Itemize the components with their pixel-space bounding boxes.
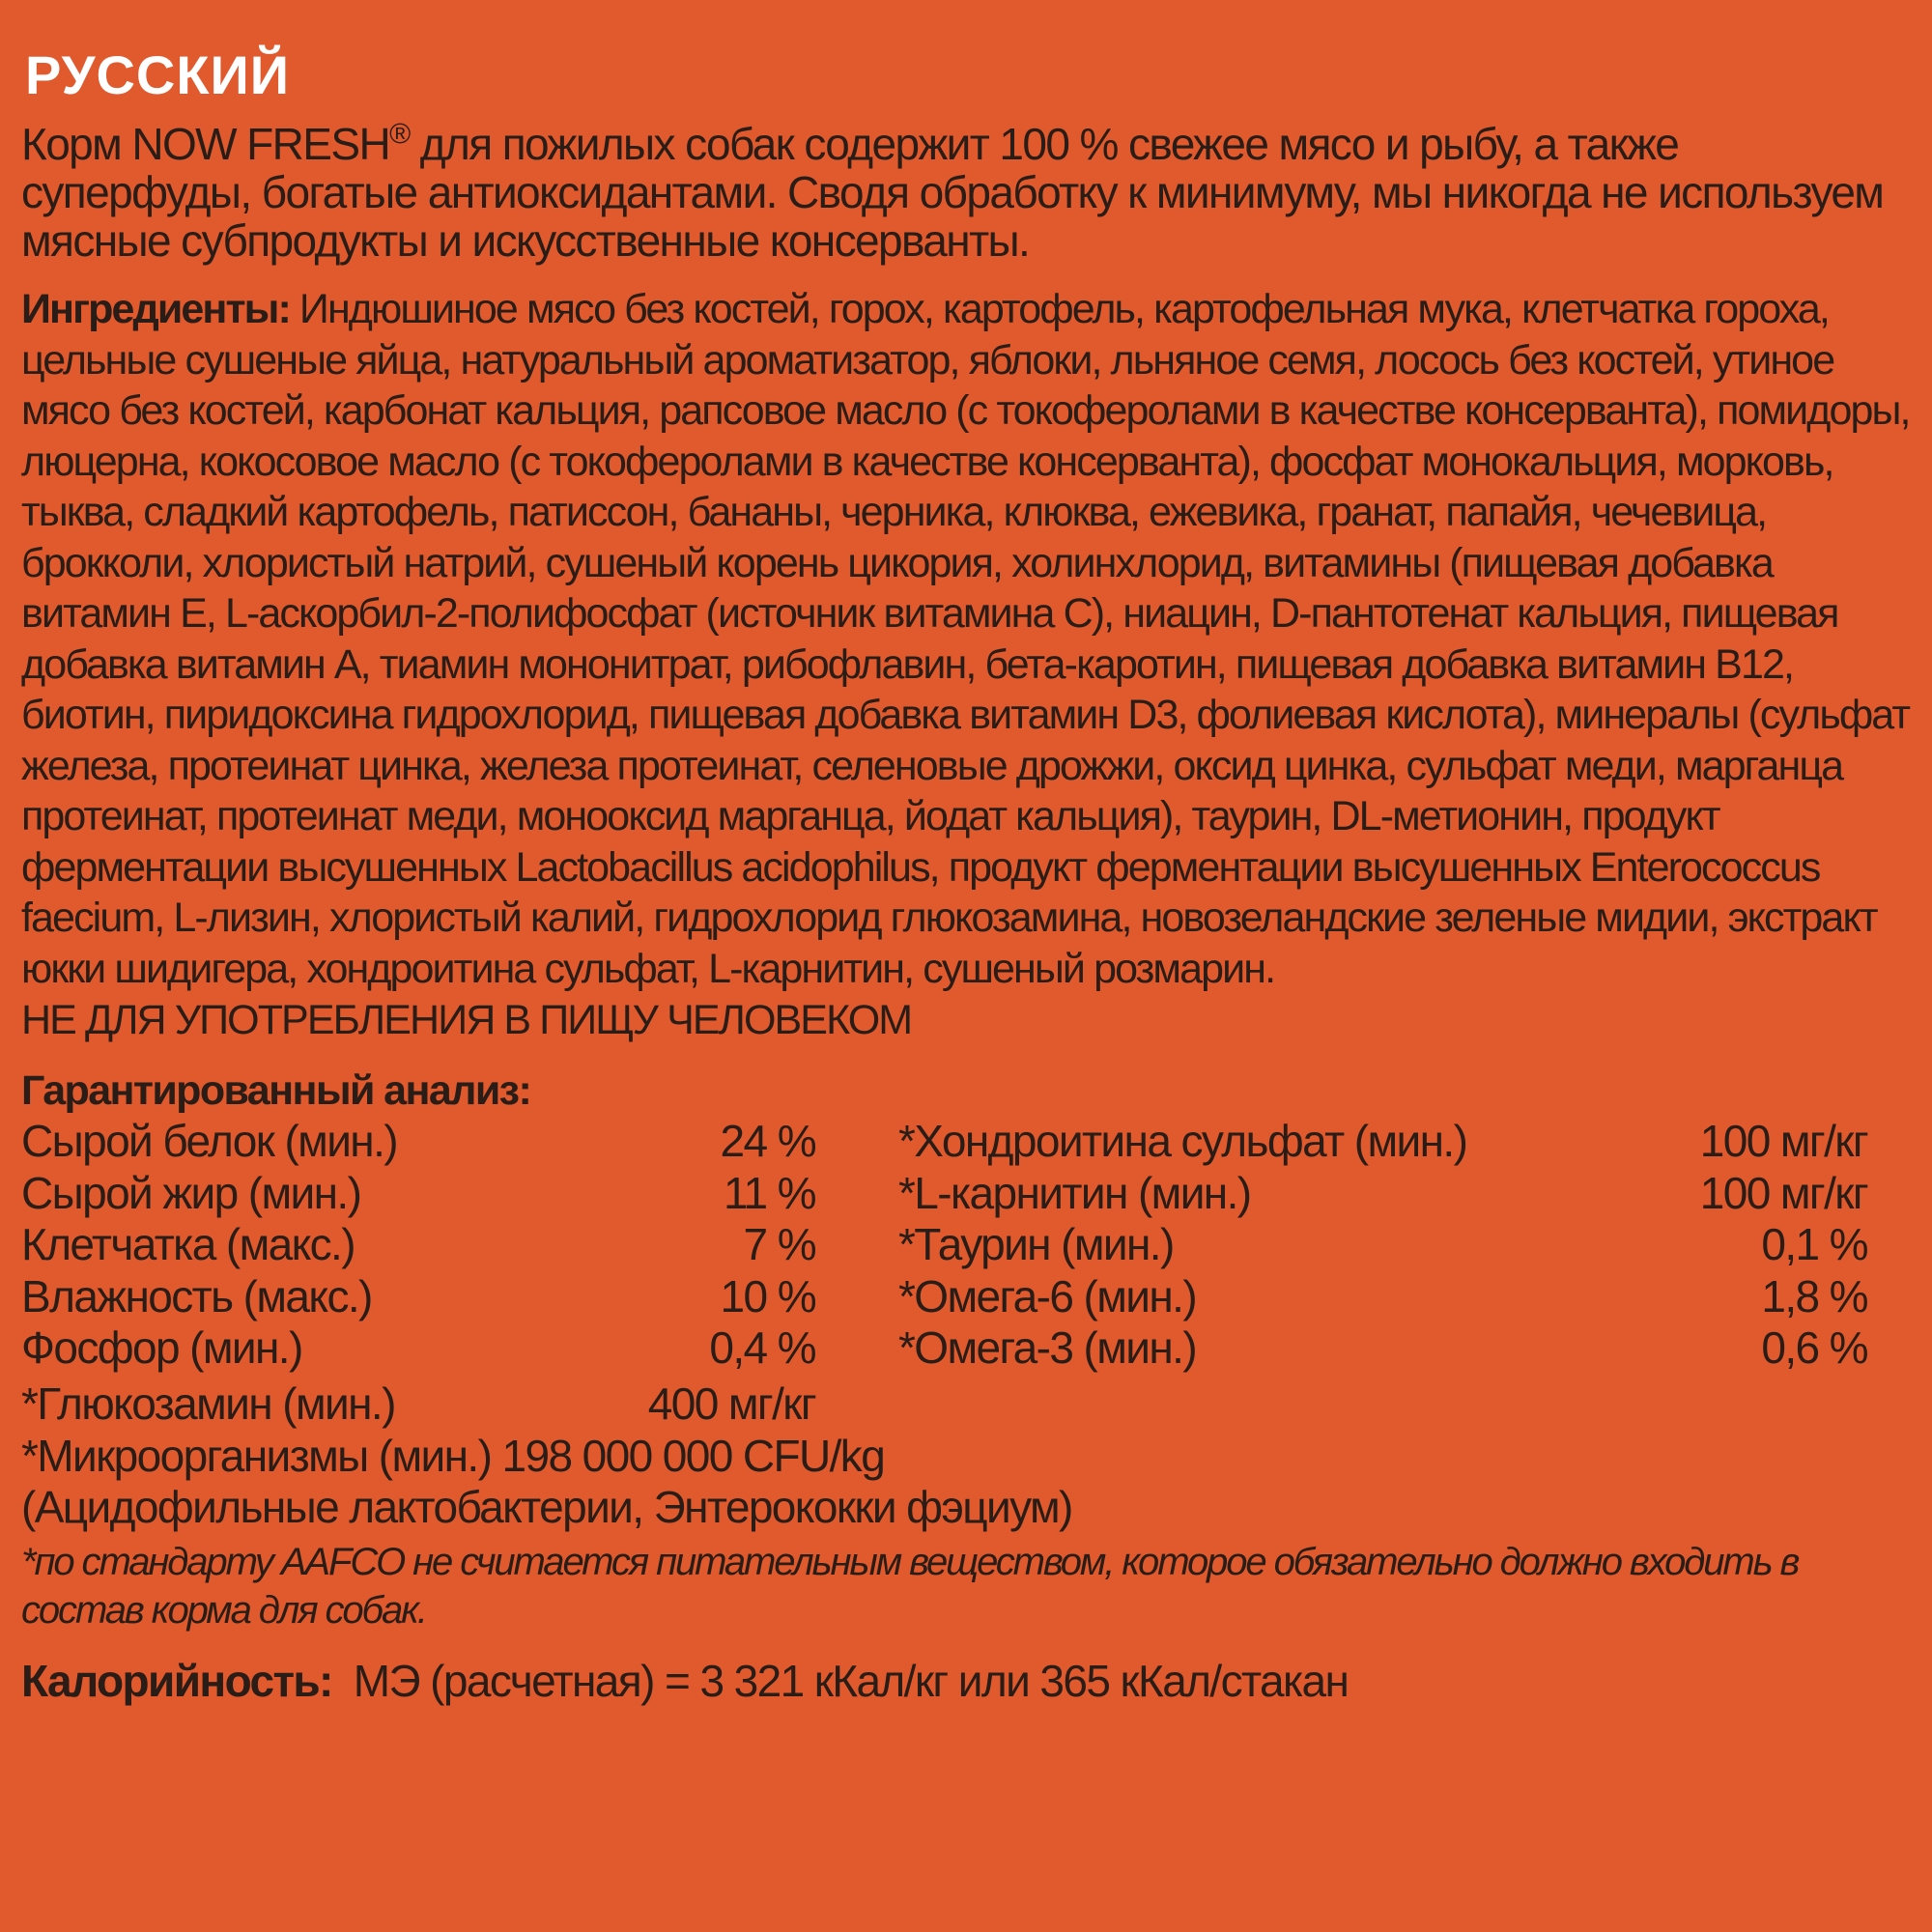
analysis-left-column [21, 1116, 815, 1375]
analysis-row [21, 1116, 815, 1168]
analysis-value: 100 мг/кг [1699, 1167, 1867, 1218]
analysis-name: *L-карнитин (мин.) [898, 1167, 1251, 1218]
analysis-name: Сырой белок (мин.) [21, 1116, 397, 1166]
ingredients-label: Ингредиенты: [21, 286, 290, 332]
calories-line [21, 1654, 1911, 1708]
microorganisms-row: *Микроорганизмы (мин.) 198 000 000 CFU/kg [21, 1430, 885, 1481]
intro-text-end: для пожилых собак содержит 100 % свежее мясо и рыбу, а также суперфуды, богатые антиоксидантами. Сводя обработку к минимуму, мы никогда не используем мясные субпродукты и искусственные консерванты. [21, 119, 1884, 266]
analysis-right-column [898, 1116, 1867, 1375]
analysis-name: *Омега-3 (мин.) [898, 1322, 1197, 1373]
analysis-row [21, 1322, 815, 1375]
analysis-name: Влажность (макс.) [21, 1270, 372, 1321]
analysis-name: Клетчатка (макс.) [21, 1219, 355, 1269]
intro-text-start: Корм NOW FRESH [21, 119, 390, 169]
language-title: РУССКИЙ [25, 44, 291, 105]
analysis-row [21, 1219, 815, 1271]
analysis-name: Фосфор (мин.) [21, 1322, 302, 1373]
ingredients-text: Индюшиное мясо без костей, горох, картофель, картофельная мука, клетчатка гороха, цельные сушеные яйца, натуральный ароматизатор, яблоки, льняное семя, лосось без костей, утиное мясо без костей, карбонат кальция, рапсовое масло (с токоферолами в качестве консерванта), помидоры, люцерна, кокосовое масло (с токоферолами в качестве консерванта), фосфат монокальция, морковь, тыква, сладкий картофель, патиссон, бананы, черника, клюква, ежевика, гранат, папайя, чечевица, брокколи, хлористый натрий, сушеный корень цикория, холинхлорид, витамины (пищевая добавка витамин E, L-аскорбил-2-полифосфат (источник витамина C), ниацин, D-пантотенат кальция, пищевая добавка витамин A, тиамин мононитрат, рибофлавин, бета-каротин, пищевая добавка витамин B12, биотин, пиридоксина гидрохлорид, пищевая добавка витамин D3, фолиевая кислота), минералы (сульфат железа, протеинат цинка, железа протеинат, селеновые дрожжи, оксид цинка, сульфат меди, марганца протеинат, протеинат меди, монооксид марганца, йодат кальция), таурин, DL-метионин, продукт ферментации высушенных Lactobacillus acidophilus, продукт ферментации высушенных Enterococcus faecium, L-лизин, хлористый калий, гидрохлорид глюкозамина, новозеландские зеленые мидии, экстракт юкки шидигера, хондроитина сульфат, L-карнитин, сушеный розмарин. [21, 286, 1910, 992]
registered-mark: ® [389, 118, 410, 151]
analysis-value: 7 % [743, 1219, 815, 1269]
ingredients-paragraph [21, 284, 1911, 994]
warning-text: НЕ ДЛЯ УПОТРЕБЛЕНИЯ В ПИЩУ ЧЕЛОВЕКОМ [21, 997, 912, 1043]
analysis-name: Сырой жир (мин.) [21, 1167, 361, 1218]
analysis-value: 10 % [720, 1270, 815, 1321]
analysis-row [21, 1271, 815, 1323]
analysis-value: 0,4 % [709, 1322, 815, 1373]
analysis-value: 0,6 % [1761, 1322, 1867, 1373]
glucosamine-row [21, 1378, 815, 1431]
intro-paragraph [21, 120, 1911, 265]
analysis-row [898, 1322, 1867, 1375]
calories-label: Калорийность: [21, 1655, 332, 1706]
analysis-value: 1,8 % [1761, 1270, 1867, 1321]
analysis-row [898, 1116, 1867, 1168]
analysis-row [898, 1219, 1867, 1271]
analysis-table [21, 1116, 1911, 1378]
analysis-row [898, 1271, 1867, 1323]
analysis-name: *Омега-6 (мин.) [898, 1270, 1197, 1321]
analysis-value: 100 мг/кг [1699, 1116, 1867, 1166]
analysis-value: 0,1 % [1761, 1219, 1867, 1269]
aafco-footnote: *по стандарту AAFCO не считается питательным веществом, которое обязательно должно входить в состав корма для собак. [21, 1540, 1799, 1632]
analysis-name: *Таурин (мин.) [898, 1219, 1174, 1269]
analysis-row [898, 1168, 1867, 1220]
microorganisms-note: (Ацидофильные лактобактерии, Энтерококки фэциум) [21, 1482, 1072, 1532]
analysis-value: 24 % [720, 1116, 815, 1166]
analysis-title: Гарантированный анализ: [21, 1067, 531, 1114]
glucosamine-name: *Глюкозамин (мин.) [21, 1378, 395, 1429]
analysis-name: *Хондроитина сульфат (мин.) [898, 1116, 1467, 1166]
calories-text: МЭ (расчетная) = 3 321 кКал/кг или 365 кКал/стакан [353, 1655, 1349, 1706]
analysis-row [21, 1168, 815, 1220]
analysis-value: 11 % [723, 1167, 815, 1218]
glucosamine-value: 400 мг/кг [647, 1378, 815, 1429]
